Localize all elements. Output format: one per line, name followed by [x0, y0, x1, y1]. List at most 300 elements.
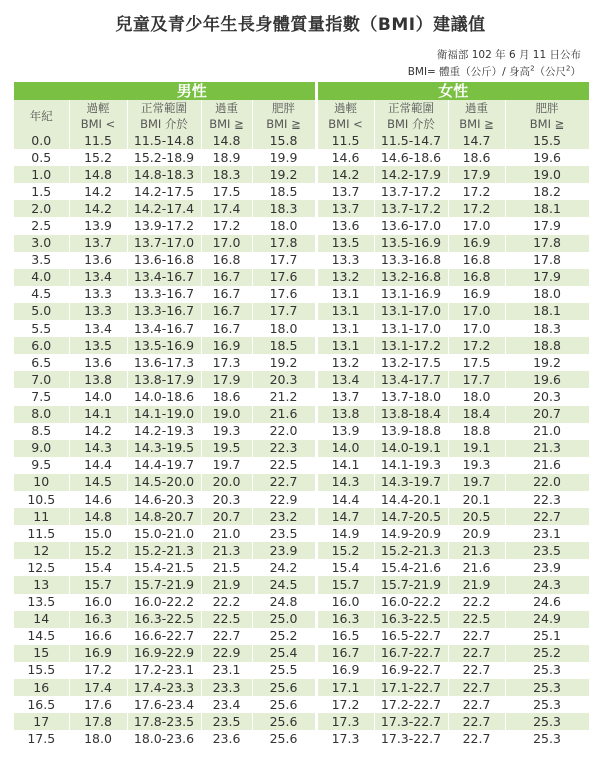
male-overweight-cell: 22.7: [201, 628, 252, 645]
female-obese-cell: 19.0: [505, 166, 589, 183]
age-cell: 10.5: [14, 491, 69, 508]
male-overweight-cell: 21.9: [201, 576, 252, 593]
female-underweight-cell: 14.3: [316, 474, 374, 491]
male-underweight-cell: 16.0: [69, 594, 127, 611]
female-overweight-cell: 17.5: [448, 354, 505, 371]
female-normal-unit: BMI 介於: [374, 116, 448, 132]
female-normal-range-cell: 13.1-17.2: [374, 337, 448, 354]
female-underweight-cell: 16.0: [316, 594, 374, 611]
female-overweight-cell: 17.0: [448, 217, 505, 234]
male-obese-cell: 23.9: [252, 542, 316, 559]
table-row: [14, 474, 589, 491]
table-row: [14, 559, 589, 576]
table-row: [14, 269, 589, 286]
female-obese-cell: 20.3: [505, 388, 589, 405]
female-normal-range-cell: 13.5-16.9: [374, 235, 448, 252]
male-normal-range-cell: 18.0-23.6: [127, 730, 201, 747]
male-underweight-cell: 15.2: [69, 149, 127, 166]
table-row: [14, 457, 589, 474]
female-overweight-cell: 22.7: [448, 696, 505, 713]
female-overweight-cell: 19.3: [448, 457, 505, 474]
age-cell: 1.5: [14, 183, 69, 200]
table-row: [14, 217, 589, 234]
female-normal-range-cell: 14.0-19.1: [374, 440, 448, 457]
female-overweight-cell: 19.1: [448, 440, 505, 457]
male-obese-unit: BMI ≧: [252, 116, 316, 132]
male-obese-cell: 18.5: [252, 337, 316, 354]
female-obese-cell: 17.8: [505, 252, 589, 269]
table-row: [14, 645, 589, 662]
table-row: [14, 183, 589, 200]
female-normal-range-cell: 14.2-17.9: [374, 166, 448, 183]
age-cell: 13: [14, 576, 69, 593]
female-obese-cell: 24.6: [505, 594, 589, 611]
male-overweight-cell: 20.7: [201, 508, 252, 525]
female-normal-range-cell: 13.3-16.8: [374, 252, 448, 269]
male-overweight-cell: 17.4: [201, 200, 252, 217]
age-cell: 3.5: [14, 252, 69, 269]
male-underweight-unit: BMI <: [69, 116, 127, 132]
age-cell: 9.0: [14, 440, 69, 457]
table-row: [14, 354, 589, 371]
female-obese-cell: 23.9: [505, 559, 589, 576]
female-overweight-cell: 17.2: [448, 183, 505, 200]
female-obese-cell: 19.6: [505, 149, 589, 166]
male-overweight-cell: 19.3: [201, 423, 252, 440]
male-obese-cell: 25.2: [252, 628, 316, 645]
female-normal-range-cell: 17.2-22.7: [374, 696, 448, 713]
female-underweight-cell: 14.6: [316, 149, 374, 166]
male-underweight-cell: 13.5: [69, 337, 127, 354]
female-obese-cell: 17.9: [505, 269, 589, 286]
female-obese-cell: 23.1: [505, 525, 589, 542]
female-obese-cell: 25.3: [505, 662, 589, 679]
male-overweight-cell: 18.6: [201, 388, 252, 405]
female-normal-range-cell: 13.7-18.0: [374, 388, 448, 405]
female-underweight-cell: 17.2: [316, 696, 374, 713]
age-cell: 14: [14, 611, 69, 628]
age-cell: 0.5: [14, 149, 69, 166]
female-obese-cell: 25.2: [505, 645, 589, 662]
female-obese-cell: 25.3: [505, 713, 589, 730]
male-underweight-cell: 14.2: [69, 423, 127, 440]
male-overweight-cell: 20.3: [201, 491, 252, 508]
male-normal-range-cell: 15.7-21.9: [127, 576, 201, 593]
table-row: [14, 320, 589, 337]
male-obese-cell: 17.6: [252, 286, 316, 303]
category-header-row: [14, 100, 589, 116]
table-row: [14, 440, 589, 457]
female-overweight-unit: BMI ≧: [448, 116, 505, 132]
age-cell: 3.0: [14, 235, 69, 252]
female-underweight-cell: 13.7: [316, 200, 374, 217]
female-obese-unit: BMI ≧: [505, 116, 589, 132]
table-row: [14, 730, 589, 747]
female-underweight-cell: 13.1: [316, 303, 374, 320]
table-row: [14, 594, 589, 611]
age-cell: 7.0: [14, 371, 69, 388]
female-obese-cell: 17.9: [505, 217, 589, 234]
male-overweight-cell: 22.9: [201, 645, 252, 662]
male-obese-cell: 20.3: [252, 371, 316, 388]
table-row: [14, 696, 589, 713]
formula-mid: （公尺: [534, 66, 567, 78]
age-cell: 11: [14, 508, 69, 525]
male-obese-cell: 22.7: [252, 474, 316, 491]
male-overweight-header: 過重: [201, 100, 252, 116]
age-cell: 17: [14, 713, 69, 730]
female-underweight-cell: 13.1: [316, 320, 374, 337]
bmi-table: [14, 82, 590, 747]
male-normal-range-cell: 14.8-18.3: [127, 166, 201, 183]
male-underweight-cell: 18.0: [69, 730, 127, 747]
male-normal-range-cell: 13.9-17.2: [127, 217, 201, 234]
female-underweight-cell: 13.4: [316, 371, 374, 388]
female-obese-cell: 21.3: [505, 440, 589, 457]
band-spacer: [14, 82, 69, 100]
female-underweight-cell: 13.2: [316, 354, 374, 371]
female-underweight-cell: 13.7: [316, 388, 374, 405]
male-normal-range-cell: 15.2-18.9: [127, 149, 201, 166]
male-obese-cell: 17.6: [252, 269, 316, 286]
female-normal-range-cell: 13.7-17.2: [374, 200, 448, 217]
table-row: [14, 525, 589, 542]
male-obese-cell: 24.5: [252, 576, 316, 593]
male-overweight-cell: 23.3: [201, 679, 252, 696]
female-underweight-cell: 13.1: [316, 337, 374, 354]
male-obese-cell: 24.8: [252, 594, 316, 611]
male-underweight-cell: 14.8: [69, 166, 127, 183]
table-row: [14, 132, 589, 149]
female-normal-range-cell: 14.9-20.9: [374, 525, 448, 542]
table-row: [14, 662, 589, 679]
male-obese-cell: 22.9: [252, 491, 316, 508]
male-obese-cell: 18.5: [252, 183, 316, 200]
female-underweight-cell: 16.5: [316, 628, 374, 645]
age-cell: 10: [14, 474, 69, 491]
male-band: 男性: [69, 82, 316, 100]
table-row: [14, 542, 589, 559]
female-underweight-cell: 14.7: [316, 508, 374, 525]
female-underweight-unit: BMI <: [316, 116, 374, 132]
table-row: [14, 235, 589, 252]
bmi-table-body: [14, 132, 589, 747]
male-overweight-cell: 23.5: [201, 713, 252, 730]
male-overweight-cell: 23.1: [201, 662, 252, 679]
female-overweight-cell: 17.9: [448, 166, 505, 183]
female-obese-cell: 25.3: [505, 696, 589, 713]
formula-exponent: 2: [530, 64, 535, 73]
female-normal-range-cell: 16.3-22.5: [374, 611, 448, 628]
female-overweight-cell: 18.0: [448, 388, 505, 405]
female-normal-range-cell: 16.5-22.7: [374, 628, 448, 645]
female-obese-cell: 25.3: [505, 730, 589, 747]
male-underweight-cell: 14.2: [69, 183, 127, 200]
male-overweight-cell: 21.5: [201, 559, 252, 576]
age-cell: 15.5: [14, 662, 69, 679]
female-underweight-cell: 14.2: [316, 166, 374, 183]
female-obese-cell: 18.2: [505, 183, 589, 200]
age-cell: 12: [14, 542, 69, 559]
male-underweight-cell: 13.8: [69, 371, 127, 388]
male-underweight-cell: 13.9: [69, 217, 127, 234]
announcement-note: 衛福部 102 年 6 月 11 日公布: [436, 49, 581, 61]
male-obese-cell: 18.3: [252, 200, 316, 217]
female-normal-range-cell: 13.6-17.0: [374, 217, 448, 234]
male-overweight-cell: 19.0: [201, 406, 252, 423]
male-normal-range-cell: 15.2-21.3: [127, 542, 201, 559]
male-overweight-cell: 17.3: [201, 354, 252, 371]
male-normal-range-cell: 14.2-17.5: [127, 183, 201, 200]
female-underweight-cell: 15.4: [316, 559, 374, 576]
female-normal-range-cell: 17.3-22.7: [374, 713, 448, 730]
age-cell: 6.0: [14, 337, 69, 354]
male-normal-range-cell: 15.0-21.0: [127, 525, 201, 542]
age-cell: 13.5: [14, 594, 69, 611]
female-overweight-cell: 17.0: [448, 303, 505, 320]
male-overweight-cell: 16.9: [201, 337, 252, 354]
male-underweight-cell: 14.6: [69, 491, 127, 508]
band-header-row: [14, 82, 589, 100]
male-obese-cell: 15.8: [252, 132, 316, 149]
age-cell: 5.5: [14, 320, 69, 337]
age-cell: 16.5: [14, 696, 69, 713]
female-underweight-cell: 17.3: [316, 713, 374, 730]
male-underweight-cell: 13.6: [69, 252, 127, 269]
male-obese-cell: 19.9: [252, 149, 316, 166]
male-obese-cell: 25.0: [252, 611, 316, 628]
male-overweight-cell: 17.0: [201, 235, 252, 252]
female-obese-cell: 18.8: [505, 337, 589, 354]
male-normal-range-cell: 13.5-16.9: [127, 337, 201, 354]
table-row: [14, 149, 589, 166]
female-overweight-cell: 22.7: [448, 713, 505, 730]
male-normal-range-cell: 16.3-22.5: [127, 611, 201, 628]
male-normal-range-cell: 14.0-18.6: [127, 388, 201, 405]
female-overweight-cell: 16.8: [448, 252, 505, 269]
female-normal-range-cell: 16.0-22.2: [374, 594, 448, 611]
female-underweight-cell: 15.2: [316, 542, 374, 559]
male-underweight-cell: 13.3: [69, 286, 127, 303]
female-obese-cell: 24.3: [505, 576, 589, 593]
male-normal-range-cell: 17.8-23.5: [127, 713, 201, 730]
female-overweight-cell: 21.3: [448, 542, 505, 559]
male-obese-cell: 17.8: [252, 235, 316, 252]
male-normal-range-cell: 14.2-19.3: [127, 423, 201, 440]
female-normal-range-cell: 17.3-22.7: [374, 730, 448, 747]
male-normal-range-cell: 16.9-22.9: [127, 645, 201, 662]
female-overweight-cell: 20.9: [448, 525, 505, 542]
table-row: [14, 388, 589, 405]
female-normal-range-cell: 15.7-21.9: [374, 576, 448, 593]
female-overweight-cell: 22.7: [448, 730, 505, 747]
female-band: 女性: [316, 82, 589, 100]
male-overweight-cell: 16.7: [201, 320, 252, 337]
unit-header-row: [14, 116, 589, 132]
female-normal-range-cell: 13.1-17.0: [374, 303, 448, 320]
male-obese-cell: 25.6: [252, 730, 316, 747]
female-normal-range-cell: 15.2-21.3: [374, 542, 448, 559]
female-underweight-cell: 14.0: [316, 440, 374, 457]
female-obese-cell: 19.6: [505, 371, 589, 388]
female-overweight-cell: 21.9: [448, 576, 505, 593]
female-underweight-cell: 13.8: [316, 406, 374, 423]
table-row: [14, 576, 589, 593]
male-underweight-cell: 14.0: [69, 388, 127, 405]
female-normal-range-cell: 14.1-19.3: [374, 457, 448, 474]
female-obese-cell: 18.1: [505, 200, 589, 217]
female-overweight-cell: 22.5: [448, 611, 505, 628]
female-underweight-cell: 17.1: [316, 679, 374, 696]
age-cell: 7.5: [14, 388, 69, 405]
male-overweight-cell: 16.8: [201, 252, 252, 269]
male-underweight-cell: 13.4: [69, 320, 127, 337]
male-obese-cell: 22.0: [252, 423, 316, 440]
male-normal-range-cell: 11.5-14.8: [127, 132, 201, 149]
female-normal-range-cell: 14.7-20.5: [374, 508, 448, 525]
age-cell: 16: [14, 679, 69, 696]
age-cell: 0.0: [14, 132, 69, 149]
male-normal-unit: BMI 介於: [127, 116, 201, 132]
table-row: [14, 508, 589, 525]
male-normal-range-cell: 13.8-17.9: [127, 371, 201, 388]
age-cell: 1.0: [14, 166, 69, 183]
male-obese-cell: 17.7: [252, 252, 316, 269]
female-obese-cell: 25.3: [505, 679, 589, 696]
age-cell: 6.5: [14, 354, 69, 371]
table-row: [14, 303, 589, 320]
table-row: [14, 423, 589, 440]
female-underweight-cell: 11.5: [316, 132, 374, 149]
formula-end: ）: [570, 66, 581, 78]
female-overweight-cell: 17.0: [448, 320, 505, 337]
female-overweight-cell: 17.7: [448, 371, 505, 388]
table-row: [14, 200, 589, 217]
female-normal-range-cell: 13.2-17.5: [374, 354, 448, 371]
female-obese-cell: 15.5: [505, 132, 589, 149]
male-obese-cell: 21.2: [252, 388, 316, 405]
female-obese-cell: 21.0: [505, 423, 589, 440]
female-underweight-cell: 14.9: [316, 525, 374, 542]
female-obese-cell: 22.3: [505, 491, 589, 508]
female-normal-range-cell: 15.4-21.6: [374, 559, 448, 576]
male-normal-range-cell: 13.3-16.7: [127, 303, 201, 320]
male-normal-range-cell: 13.4-16.7: [127, 269, 201, 286]
female-underweight-cell: 13.6: [316, 217, 374, 234]
table-row: [14, 679, 589, 696]
male-overweight-cell: 23.6: [201, 730, 252, 747]
female-obese-cell: 18.1: [505, 303, 589, 320]
age-cell: 11.5: [14, 525, 69, 542]
male-normal-range-cell: 13.4-16.7: [127, 320, 201, 337]
table-row: [14, 286, 589, 303]
female-underweight-cell: 13.7: [316, 183, 374, 200]
male-normal-range-cell: 17.6-23.4: [127, 696, 201, 713]
male-overweight-unit: BMI ≧: [201, 116, 252, 132]
female-normal-range-cell: 16.7-22.7: [374, 645, 448, 662]
female-overweight-cell: 22.7: [448, 662, 505, 679]
male-obese-cell: 24.2: [252, 559, 316, 576]
male-overweight-cell: 22.2: [201, 594, 252, 611]
male-normal-range-cell: 14.5-20.0: [127, 474, 201, 491]
female-underweight-cell: 17.3: [316, 730, 374, 747]
male-underweight-cell: 15.7: [69, 576, 127, 593]
female-overweight-cell: 14.7: [448, 132, 505, 149]
female-overweight-cell: 19.7: [448, 474, 505, 491]
male-overweight-cell: 19.7: [201, 457, 252, 474]
female-underweight-cell: 14.4: [316, 491, 374, 508]
female-overweight-cell: 18.6: [448, 149, 505, 166]
male-normal-range-cell: 14.2-17.4: [127, 200, 201, 217]
age-cell: 8.5: [14, 423, 69, 440]
male-normal-range-cell: 14.3-19.5: [127, 440, 201, 457]
male-underweight-cell: 15.2: [69, 542, 127, 559]
table-row: [14, 252, 589, 269]
male-overweight-cell: 18.9: [201, 149, 252, 166]
male-obese-cell: 18.0: [252, 217, 316, 234]
age-cell: 14.5: [14, 628, 69, 645]
female-underweight-cell: 13.9: [316, 423, 374, 440]
female-underweight-cell: 13.5: [316, 235, 374, 252]
female-obese-header: 肥胖: [505, 100, 589, 116]
male-underweight-cell: 14.5: [69, 474, 127, 491]
male-underweight-cell: 17.4: [69, 679, 127, 696]
age-cell: 8.0: [14, 406, 69, 423]
male-obese-cell: 25.6: [252, 713, 316, 730]
male-underweight-cell: 13.6: [69, 354, 127, 371]
female-obese-cell: 18.0: [505, 286, 589, 303]
male-obese-cell: 23.5: [252, 525, 316, 542]
female-obese-cell: 20.7: [505, 406, 589, 423]
female-normal-range-cell: 13.2-16.8: [374, 269, 448, 286]
male-normal-range-cell: 13.6-16.8: [127, 252, 201, 269]
female-normal-range-cell: 11.5-14.7: [374, 132, 448, 149]
female-underweight-cell: 16.7: [316, 645, 374, 662]
male-obese-cell: 21.6: [252, 406, 316, 423]
male-overweight-cell: 17.2: [201, 217, 252, 234]
male-overweight-cell: 23.4: [201, 696, 252, 713]
female-overweight-cell: 20.1: [448, 491, 505, 508]
male-underweight-cell: 13.3: [69, 303, 127, 320]
male-normal-range-cell: 14.8-20.7: [127, 508, 201, 525]
male-underweight-cell: 16.3: [69, 611, 127, 628]
table-row: [14, 491, 589, 508]
male-underweight-cell: 14.8: [69, 508, 127, 525]
female-underweight-cell: 15.7: [316, 576, 374, 593]
male-normal-range-cell: 15.4-21.5: [127, 559, 201, 576]
female-underweight-cell: 14.1: [316, 457, 374, 474]
female-overweight-cell: 18.4: [448, 406, 505, 423]
male-underweight-cell: 14.4: [69, 457, 127, 474]
age-cell: 4.0: [14, 269, 69, 286]
female-overweight-cell: 21.6: [448, 559, 505, 576]
female-normal-range-cell: 17.1-22.7: [374, 679, 448, 696]
male-obese-cell: 19.2: [252, 354, 316, 371]
female-obese-cell: 22.0: [505, 474, 589, 491]
table-row: [14, 371, 589, 388]
table-row: [14, 628, 589, 645]
female-overweight-cell: 22.2: [448, 594, 505, 611]
male-obese-header: 肥胖: [252, 100, 316, 116]
table-row: [14, 611, 589, 628]
female-overweight-header: 過重: [448, 100, 505, 116]
female-obese-cell: 18.3: [505, 320, 589, 337]
male-obese-cell: 19.2: [252, 166, 316, 183]
female-obese-cell: 24.9: [505, 611, 589, 628]
male-overweight-cell: 22.5: [201, 611, 252, 628]
male-underweight-cell: 16.9: [69, 645, 127, 662]
male-overweight-cell: 20.0: [201, 474, 252, 491]
